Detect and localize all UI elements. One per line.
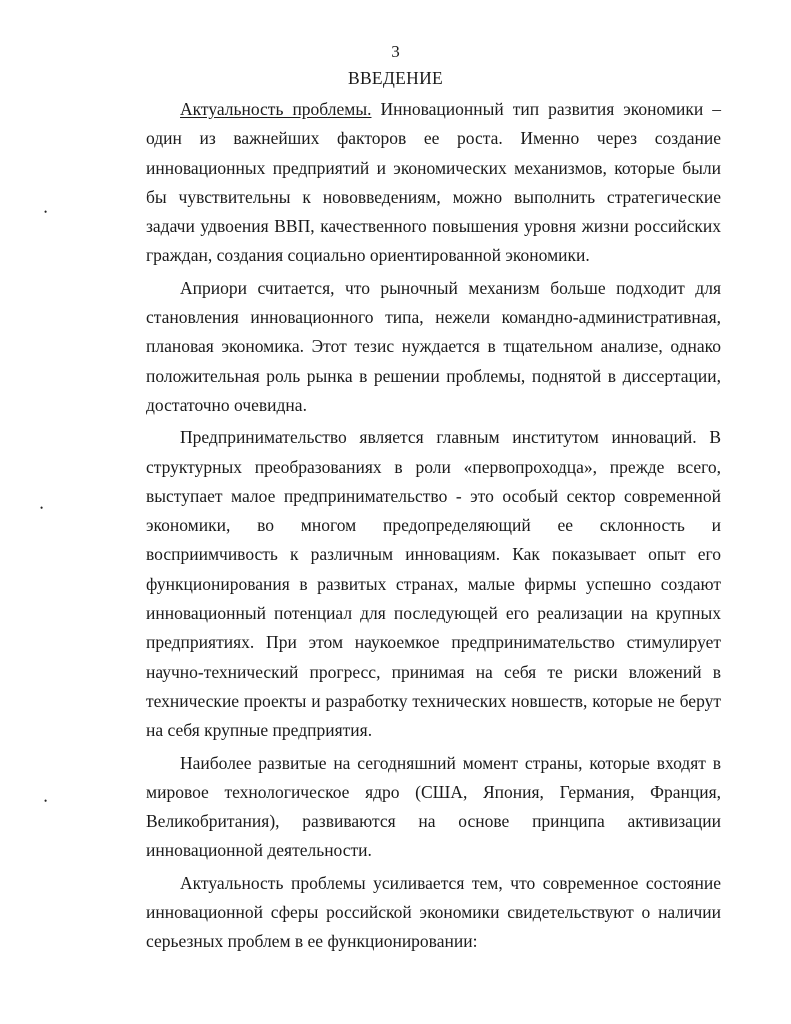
page-heading: ВВЕДЕНИЕ	[347, 68, 444, 88]
margin-mark: •	[44, 796, 48, 806]
paragraph-1	[146, 95, 721, 271]
paragraph-2: Априори считается, что рыночный механизм больше подходит для становления инновационного типа, нежели командно-административная, плановая экономика. Этот тезис нуждается в тщательном анализе, однако положительная роль рынка в решении проблемы, поднятой в диссертации, достаточно очевидна.	[146, 277, 721, 415]
margin-mark: •	[40, 503, 44, 513]
paragraph-4: Наиболее развитые на сегодняшний момент страны, которые входят в мировое технологическое ядро (США, Япония, Германия, Франция, Великобритания), развиваются на основе принципа активизации инновационной деятельности.	[146, 752, 721, 861]
body-text	[146, 95, 721, 957]
margin-mark: •	[44, 207, 48, 217]
paragraph-1-text: Инновационный тип развития экономики – один из важнейших факторов ее роста. Именно через создание инновационных предприятий и экономических механизмов, которые были бы чувствительны к нововведениям, можно выполнить стратегические задачи удвоения ВВП, качественного повышения уровня жизни российских граждан, создания социально ориентированной экономики.	[146, 99, 722, 266]
paragraph-5: Актуальность проблемы усиливается тем, что современное состояние инновационной сферы российской экономики свидетельствуют о наличии серьезных проблем в ее функционировании:	[146, 872, 721, 952]
paragraph-1-lead: Актуальность проблемы.	[180, 99, 372, 119]
page-number: 3	[391, 42, 400, 61]
paragraph-3: Предпринимательство является главным институтом инноваций. В структурных преобразованиях в роли «первопроходца», прежде всего, выступает малое предпринимательство - это особый сектор современной экономики, во многом предопределяющий ее склонность и восприимчивость к различным инновациям. Как показывает опыт его функционирования в развитых странах, малые фирмы успешно создают инновационный потенциал для последующей его реализации на крупных предприятиях. При этом наукоемкое предпринимательство стимулирует научно-технический прогресс, принимая на себя те риски вложений в технические проекты и разработку технических новшеств, которые не берут на себя крупные предприятия.	[146, 427, 721, 741]
